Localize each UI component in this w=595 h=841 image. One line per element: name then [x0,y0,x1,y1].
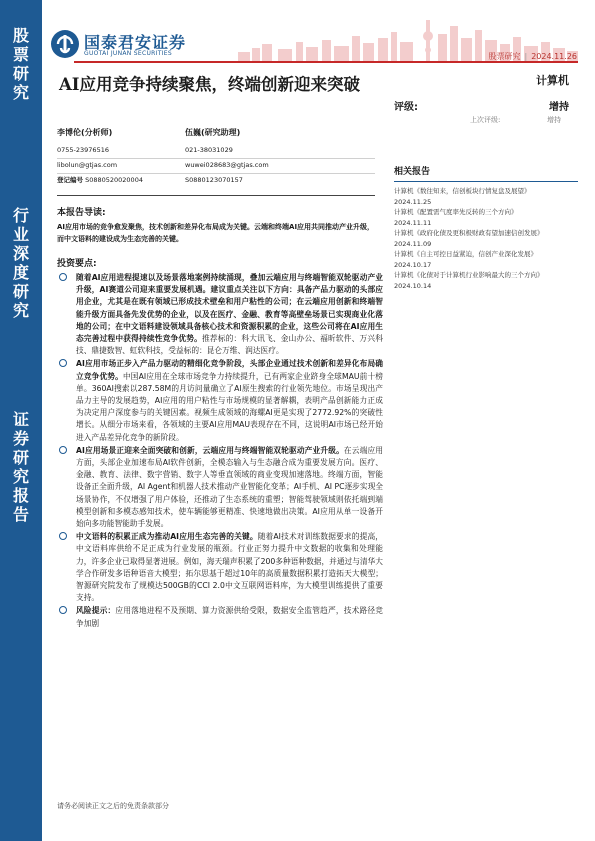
related-item[interactable] [394,186,578,207]
analyst-divider [57,195,375,196]
related-rule [394,181,578,182]
point-body: 中国AI应用在全球市场竞争力持续提升，已有两家企业跻身全球MAU前十榜单。360AI搜索以287.58M的月访问量确立了AI原生搜索的行业领先地位。市场呈现出产品力主导的发展趋势，AI应用的用户粘性与市场规模的显著解耦，表明产品创新能力正成为决定用户深度参与的关键因素。视频生成领域的海螺AI更是实现了2772.92%的突破性增长。从细分市场来看，各领域的主要AI应用MAU表现存在不同，这说明AI市场已经开始进入产品差异化竞争的新阶段。 [76,371,383,442]
point-body: 推荐标的：科大讯飞、金山办公、福昕软件、万兴科技、鼎捷数智、虹软科技，受益标的：昆仑万维、润达医疗。 [76,334,383,356]
header-rule [74,61,578,63]
point-lead: AI应用场景正迎来全面突破和创新，云端应用与终端智能双轮驱动产业升级。 [76,445,344,455]
summary-text: AI应用市场的竞争愈发聚焦，技术创新和差异化布局成为关键。云端和终端AI应用共同推动产业升级，而中文语料的建设成为生态完善的关键。 [57,223,375,243]
disclaimer-footer: 请务必阅读正文之后的免责条款部分 [57,802,169,810]
related-item-title: 计算机《数往知来，信创板块行情复盘及展望》 [394,187,531,195]
bullet-circle-icon [59,273,67,281]
bullet-circle-icon [59,359,67,367]
cert-label: 登记编号 [57,176,83,184]
related-item-date: 2024.10.14 [394,281,432,290]
point-item [57,358,383,443]
assistant-name: 伍巍(研究助理) [185,128,241,137]
sidebar-label-industry-research: 行 业 深 度 研 究 [12,206,29,320]
analyst-table [57,127,375,195]
related-item-date: 2024.11.09 [394,239,432,248]
last-rating-value: 增持 [547,116,561,124]
industry-name: 计算机 [536,74,569,87]
bullet-circle-icon [59,532,67,540]
analyst-email[interactable]: libolun@gtjas.com [57,159,227,174]
point-item [57,272,383,357]
sidebar-label-stock-research: 股 票 研 究 [12,26,29,102]
company-logo [50,29,220,59]
separator: | [524,52,528,61]
related-item[interactable] [394,207,578,228]
report-type: 股票研究 [488,52,521,61]
point-item [57,605,383,629]
assistant-cert: S0880123070157 [185,176,243,184]
report-title: AI应用竞争持续聚焦，终端创新迎来突破 [59,75,361,94]
related-item-title: 计算机《自主可控日益紧迫，信创产业深化发展》 [394,250,537,258]
point-item [57,531,383,604]
sidebar-label-securities-report: 证 券 研 究 报 告 [12,410,29,524]
related-item-title: 计算机《化债对于计算机行业影响最大的三个方向》 [394,271,544,279]
related-reports [394,164,578,291]
cert-number: S0880520020004 [85,176,143,184]
analyst-phone: 0755-23976516 [57,144,227,159]
related-item-date: 2024.11.11 [394,218,432,227]
summary-heading: 本报告导读: [57,208,106,218]
assistant-column [185,127,375,188]
point-lead: 中文语料的积累正成为推动AI应用生态完善的关键。 [76,532,258,542]
logo-mark-icon [50,29,80,59]
point-lead: 风险提示： [76,606,116,616]
point-body: 在云端应用方面，头部企业加速布局AI软件创新，全模态输入与生态融合成为重要发展方向。医疗、金融、教育、法律、数字营销、数字人等垂直领域的商业变现加速落地。终端方面，智能设备正全面升级，AI Agent和机器人技术推动产业智能化变革；AI手机、AI PC逐步实现全场景协作，不仅增强了用户体验，还推动了生态系统的重塑；智能驾驶领域则依托端到端模型创新和多模态感知技术，使车辆能够更精准、快速地做出决策。AI应用从单一设备开始向多功能智能助手发展。 [76,445,383,529]
rating-value: 增持 [549,102,569,113]
point-body: 应用落地进程不及预期、算力资源供给受限，数据安全监管趋严，技术路径竞争加剧 [76,606,383,628]
logo-name-en: GUOTAI JUNAN SECURITIES [84,50,172,57]
last-rating-label: 上次评级: [470,116,501,124]
bullet-circle-icon [59,446,67,454]
rating-label: 评级: [394,102,418,113]
sidebar-band [0,0,42,841]
point-lead: AI应用市场正步入产品力驱动的精细化竞争阶段，头部企业通过技术创新和差异化布局确立竞争优势。 [76,359,383,381]
investment-points [57,272,383,631]
related-item[interactable] [394,228,578,249]
related-item-date: 2024.11.25 [394,197,432,206]
related-item-title: 计算机《政府化债及更积极财政有望加速信创发展》 [394,229,544,237]
analyst-name: 李博伦(分析师) [57,128,113,137]
point-item [57,445,383,530]
related-item-title: 计算机《配置需气度率先反转的三个方向》 [394,208,518,216]
related-item-date: 2024.10.17 [394,260,432,269]
assistant-phone: 021-38031029 [185,144,375,159]
point-body: 随着AI技术对训练数据要求的提高，中文语料库供给不足正成为行业发展的瓶颈。行业正努力提升中文数据的收集和处理能力，许多企业已取得显著进展。例如，海天瑞声积累了200多种语种数据，并通过与清华大学合作研发多语种语音大模型；拓尔思基于超过10年的高质量数据积累打造拓天大模型；智源研究院发布了规模达500GB的CCI 2.0中文互联网语料库，为大模型训练提供了重要支持。 [76,532,383,603]
points-heading: 投资要点: [57,259,97,269]
assistant-email[interactable]: wuwei028683@gtjas.com [185,159,375,174]
bullet-circle-icon [59,606,67,614]
point-lead: 随着AI应用进程提速以及场景落地案例持续涌现，叠加云端应用与终端智能双轮驱动产业升级，AI赛道公司迎来重要发展机遇。建议重点关注以下方向：具备产品力驱动的头部应用企业，尤其是在既有领域已形成技术壁垒和用户粘性的公司；在云端应用创新和终端智能升级方面具备先发优势的企业，以及在医疗、金融、教育等高壁垒场景已实现商业化落地的公司；在中文语料建设领域具备核心技术和资源积累的企业，这些公司将在AI应用生态完善过程中获得持续性竞争优势。 [76,273,383,344]
related-item[interactable] [394,249,578,270]
report-date: 2024.11.26 [531,52,577,61]
logo-name-cn: 国泰君安证券 [84,33,187,52]
related-heading: 相关报告 [394,167,431,177]
related-item[interactable] [394,270,578,291]
